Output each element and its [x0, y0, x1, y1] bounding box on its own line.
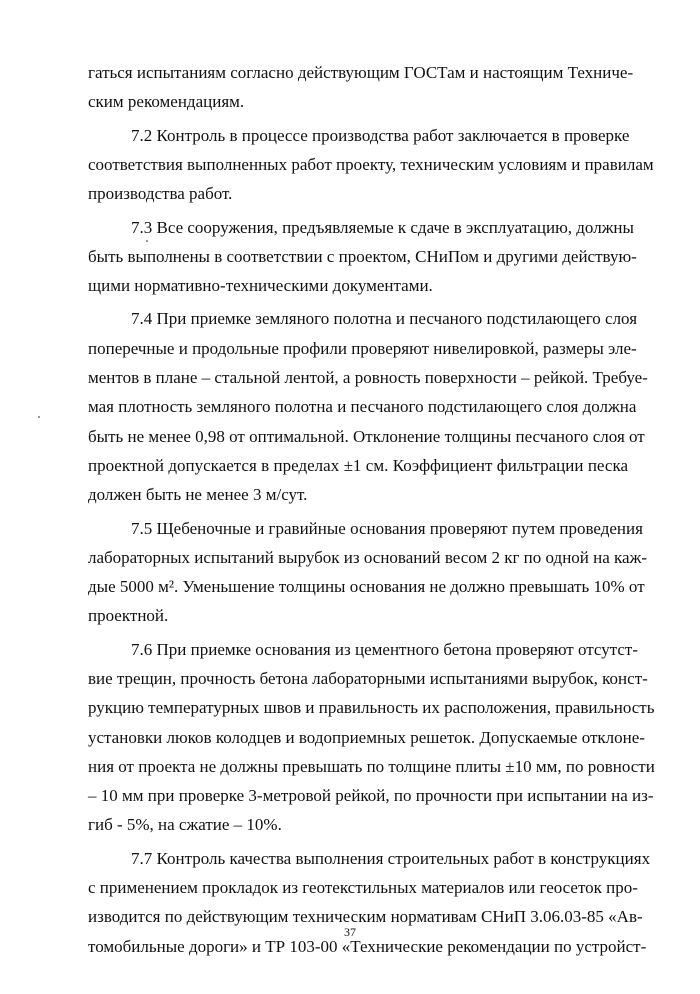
text-line: быть не менее 0,98 от оптимальной. Отклонение толщины песчаного слоя от: [88, 427, 645, 446]
text-line: проектной.: [88, 606, 169, 625]
page-number: 37: [344, 925, 356, 939]
text-line: ментов в плане – стальной лентой, а ровность поверхности – рейкой. Требуе-: [88, 368, 648, 387]
text-line: лабораторных испытаний вырубок из оснований весом 2 кг по одной на каж-: [88, 548, 647, 567]
text-line: мая плотность земляного полотна и песчаного подстилающего слоя должна: [88, 397, 637, 416]
text-line: проектной допускается в пределах ±1 см. Коэффициент фильтрации песка: [88, 456, 628, 475]
text-line: ским рекомендациям.: [88, 92, 245, 111]
text-line: поперечные и продольные профили проверяют нивелировкой, размеры эле-: [88, 339, 637, 358]
text-line: 7.6 При приемке основания из цементного бетона проверяют отсутст-: [131, 640, 638, 659]
text-line: щими нормативно-техническими документами.: [88, 276, 433, 295]
text-line: соответствия выполненных работ проекту, техническим условиям и правилам: [88, 155, 654, 174]
text-line: дые 5000 м². Уменьшение толщины основания не должно превышать 10% от: [88, 577, 645, 596]
scan-speck: [146, 240, 148, 242]
text-line: должен быть не менее 3 м/сут.: [88, 485, 308, 504]
text-line: вие трещин, прочность бетона лабораторными испытаниями вырубок, конст-: [88, 669, 648, 688]
text-line: 7.7 Контроль качества выполнения строительных работ в конструкциях: [131, 849, 651, 868]
text-line: установки люков колодцев и водоприемных решеток. Допускаемые отклоне-: [88, 728, 645, 747]
scan-speck: [38, 416, 40, 418]
text-line: изводится по действующим техническим нормативам СНиП 3.06.03-85 «Ав-: [88, 907, 643, 926]
text-line: гаться испытаниям согласно действующим ГОСТам и настоящим Техниче-: [88, 63, 634, 82]
text-line: 7.3 Все сооружения, предъявляемые к сдаче в эксплуатацию, должны: [131, 218, 634, 237]
text-line: ния от проекта не должны превышать по толщине плиты ±10 мм, по ровности: [88, 757, 655, 776]
text-line: 7.5 Щебеночные и гравийные основания проверяют путем проведения: [131, 519, 643, 538]
text-line: рукцию температурных швов и правильность их расположения, правильность: [88, 698, 655, 717]
text-line: 7.4 При приемке земляного полотна и песчаного подстилающего слоя: [131, 309, 638, 328]
text-line: гиб - 5%, на сжатие – 10%.: [88, 815, 282, 834]
text-line: томобильные дороги» и ТР 103-00 «Технические рекомендации по устройст-: [88, 937, 647, 956]
text-line: 7.2 Контроль в процессе производства работ заключается в проверке: [131, 126, 630, 145]
text-line: быть выполнены в соответствии с проектом, СНиПом и другими действую-: [88, 247, 637, 266]
text-line: – 10 мм при проверке 3-метровой рейкой, по прочности при испытании на из-: [88, 786, 654, 805]
text-line: производства работ.: [88, 184, 233, 203]
text-line: с применением прокладок из геотекстильных материалов или геосеток про-: [88, 878, 638, 897]
